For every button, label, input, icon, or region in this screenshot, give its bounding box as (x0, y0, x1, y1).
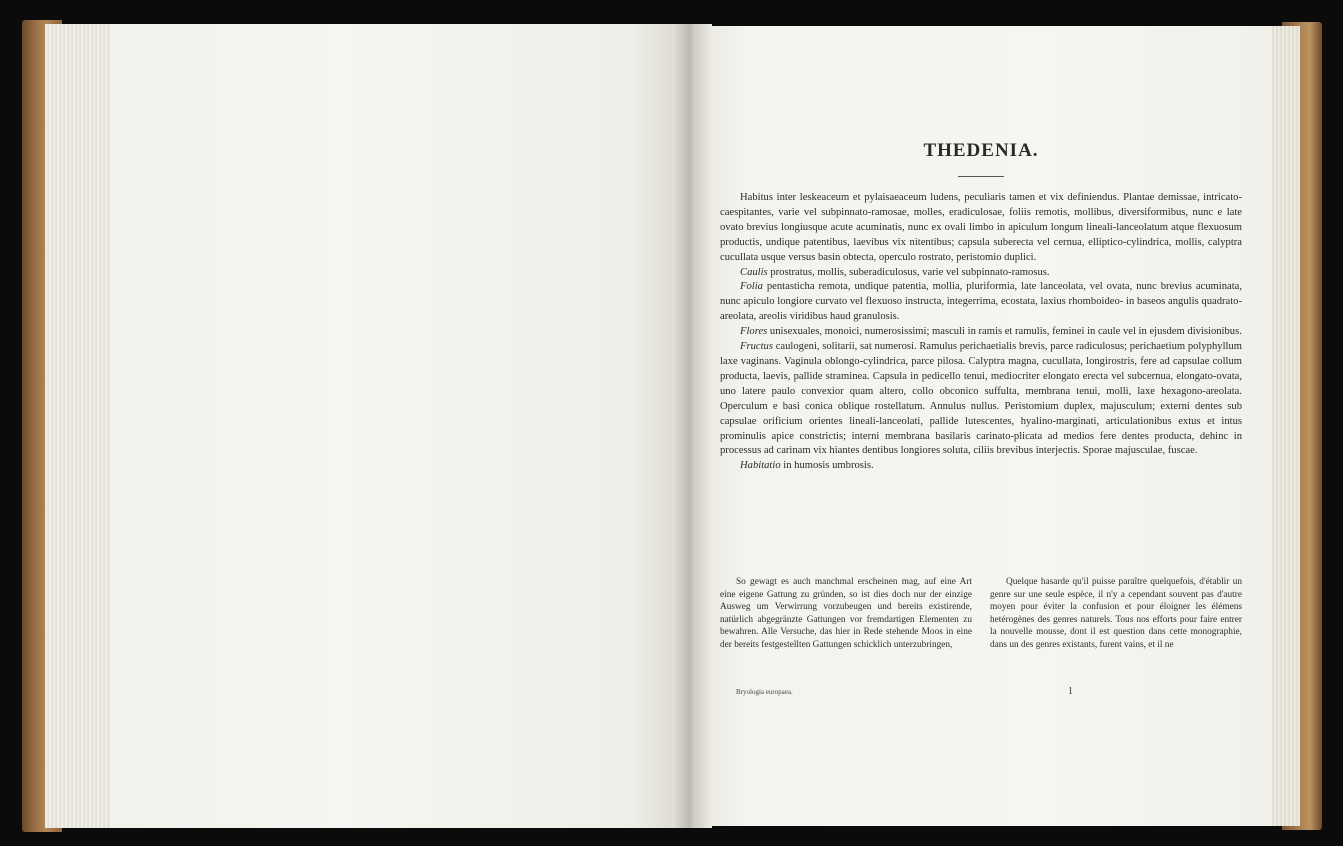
folia-text: pentasticha remota, undique patentia, mollia, pluriformia, late lanceolata, vel ovata, nunc brevius acuminata, nunc apiculo longiore curvato vel flexuoso instructa, integerrima, ecostata, laxius rhomboideo- in baseos angulis quadrato-areolata, areolis viridibus haud granulosis. (720, 281, 1242, 323)
right-page-stack (1272, 26, 1300, 826)
caulis-paragraph (720, 266, 1242, 281)
flores-label: Flores (740, 326, 768, 338)
habitatio-text: in humosis umbrosis. (780, 460, 874, 472)
translation-columns (720, 576, 1242, 652)
left-page-blank (110, 24, 688, 828)
habitatio-label: Habitatio (740, 460, 781, 472)
caulis-label: Caulis (740, 266, 768, 278)
french-text: Quelque hasarde qu'il puisse paraître quelquefois, d'établir un genre sur une seule espèce, il n'y a cependant souvent pas d'autre moyen pour éviter la confusion et pour éloigner les élémens hetérogènes des genres naturels. Tous nos efforts pour faire entrer la nouvelle mousse, dont il est question dans cette monographie, dans un des genres existants, furent vains, et il ne (990, 577, 1242, 650)
folia-paragraph (720, 280, 1242, 325)
flores-text: unisexuales, monoici, numerosissimi; masculi in ramis et ramulis, feminei in caule vel in ejusdem divisionibus. (767, 326, 1242, 338)
caulis-text: prostratus, mollis, suberadiculosus, varie vel subpinnato-ramosus. (767, 266, 1050, 278)
book-gutter (672, 24, 712, 828)
german-column (720, 576, 972, 652)
fructus-text: caulogeni, solitarii, sat numerosi. Ramulus perichaetialis brevis, parce radiculosus; perichaetium polyphyllum laxe vaginans. Vaginula oblongo-cylindrica, parce pilosa. Calyptra magna, cucullata, longirostris, fere ad capsulae collum producta, laevis, pallide straminea. Capsula in pedicello tenui, mediocriter elongato erecta vel subcernua, elongato-ovata, uno latere paulo convexior quam altero, collo obconico suffulta, membrana tenui, molli, laxe hexagono-areolata. Operculum e basi conica oblique rostellatum. Annulus nullus. Peristomium duplex, majusculum; externi dentes sub capsulae orificium orientes lineali-lanceolati, pallide lutescentes, hyalino-marginati, articulationibus extus et intus prominulis apice constrictis; interni membrana basilaris carinato-plicata ad medios fere dentes producta, dehinc in processus ad carinam vix hiantes dentibus longiores soluta, ciliis brevibus interjectis. Sporae majusculae, fuscae. (720, 341, 1242, 457)
german-text: So gewagt es auch manchmal erscheinen mag, auf eine Art eine eigene Gattung zu gründen, so ist dies doch nur der einzige Ausweg um Verwirrung vorzubeugen und bereits existirende, natürlich abgegränzte Gattungen vor fremdartigen Elementen zu bewahren. Alle Versuche, das hier in Rede stehende Moos in eine der bereits festgestellten Gattungen schicklich unterzubringen, (720, 577, 972, 650)
page-content (720, 134, 1242, 474)
latin-description (720, 191, 1242, 474)
left-page-stack (45, 24, 115, 828)
folia-label: Folia (740, 281, 763, 293)
title-rule (958, 176, 1004, 177)
page-number: 1 (1068, 686, 1073, 697)
intro-paragraph: Habitus inter leskeaceum et pylaisaeaceum ludens, peculiaris tamen et vix definiendus. Plantae demissae, intricato-caespitantes, varie vel subpinnato-ramosae, molles, eradiculosae, foliis remotis, mollibus, diversiformibus, nunc e late ovato brevius longiusque acute acuminatis, nunc ex ovali limbo in apiculum longum lineali-lanceolatum atque flexuosum productis, undique patentibus, laevibus vix nitentibus; capsula suberecta vel cernua, elliptico-cylindrica, mollis, calyptra cucullata usque versus basin obtecta, operculo rostrato, peristomio duplici. (720, 192, 1242, 263)
flores-paragraph (720, 325, 1242, 340)
habitatio-paragraph (720, 459, 1242, 474)
french-column (990, 576, 1242, 652)
printer-signature: Bryologia europaea. (736, 688, 793, 696)
fructus-label: Fructus (740, 341, 773, 353)
fructus-paragraph (720, 340, 1242, 459)
genus-title: THEDENIA. (923, 140, 1039, 161)
